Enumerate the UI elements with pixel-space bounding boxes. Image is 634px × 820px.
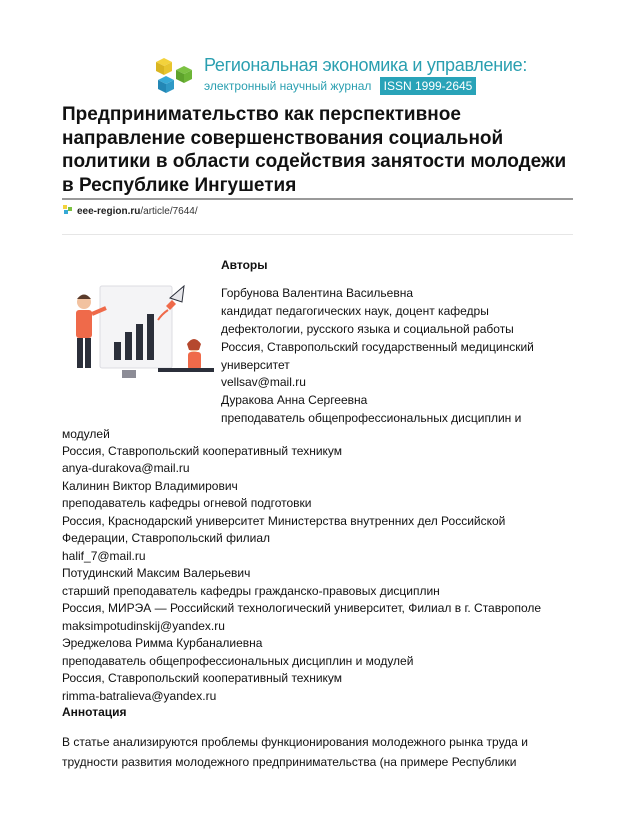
source-divider [62, 234, 573, 235]
author-line: Федерации, Ставропольский филиал [62, 531, 271, 545]
journal-subtitle: электронный научный журнал [204, 79, 372, 93]
author-line: Калинин Виктор Владимирович [62, 479, 238, 493]
journal-logo-icon [154, 56, 196, 96]
annotation-heading: Аннотация [62, 705, 127, 719]
abstract-line: В статье анализируются проблемы функционирования молодежного рынка труда и [62, 735, 528, 749]
journal-banner [154, 52, 528, 98]
author-line: Горбунова Валентина Васильевна [221, 286, 413, 300]
author-line: Россия, МИРЭА — Российский технологический университет, Филиал в г. Ставрополе [62, 601, 542, 615]
site-favicon-icon [62, 204, 74, 216]
author-line: Россия, Ставропольский государственный медицинский [221, 340, 534, 354]
author-line: кандидат педагогических наук, доцент кафедры [221, 304, 489, 318]
author-line: Дуракова Анна Сергеевна [221, 393, 368, 407]
journal-title: Региональная экономика и управление: [204, 55, 528, 75]
author-line: Потудинский Максим Валерьевич [62, 566, 251, 580]
author-line: Россия, Ставропольский кооперативный техникум [62, 444, 343, 458]
author-line: Эреджелова Римма Курбаналиевна [62, 636, 263, 650]
author-line: преподаватель общепрофессиональных дисциплин и [221, 411, 522, 425]
author-line: дефектологии, русского языка и социальной работы [221, 322, 514, 336]
article-title: Предпринимательство как перспективное направление совершенствования социальной политики в области содействия занятости молодежи в Республике Ингушетия [62, 104, 567, 196]
author-line: преподаватель общепрофессиональных дисциплин и модулей [62, 654, 414, 668]
author-line: Россия, Ставропольский кооперативный техникум [62, 671, 343, 685]
author-email: maksimpotudinskij@yandex.ru [62, 619, 225, 633]
author-email: rimma-batralieva@yandex.ru [62, 689, 217, 703]
abstract-line: трудности развития молодежного предпринимательства (на примере Республики [62, 755, 517, 769]
issn-badge: ISSN 1999-2645 [380, 77, 476, 95]
author-email: anya-durakova@mail.ru [62, 461, 190, 475]
authors-heading: Авторы [221, 258, 268, 272]
author-line: преподаватель кафедры огневой подготовки [62, 496, 312, 510]
source-path: /article/7644/ [140, 206, 198, 217]
author-line: модулей [62, 427, 110, 441]
author-line: старший преподаватель кафедры гражданско-правовых дисциплин [62, 584, 440, 598]
author-line: университет [221, 358, 290, 372]
author-email: vellsav@mail.ru [221, 375, 306, 389]
seated-figure [187, 339, 201, 370]
article-illustration [62, 272, 214, 388]
author-email: halif_7@mail.ru [62, 549, 146, 563]
title-divider [62, 198, 573, 200]
source-link[interactable] [62, 204, 198, 217]
source-domain: eee-region.ru [77, 206, 141, 217]
author-line: Россия, Краснодарский университет Министерства внутренних дел Российской [62, 514, 506, 528]
abstract-text [62, 732, 562, 772]
